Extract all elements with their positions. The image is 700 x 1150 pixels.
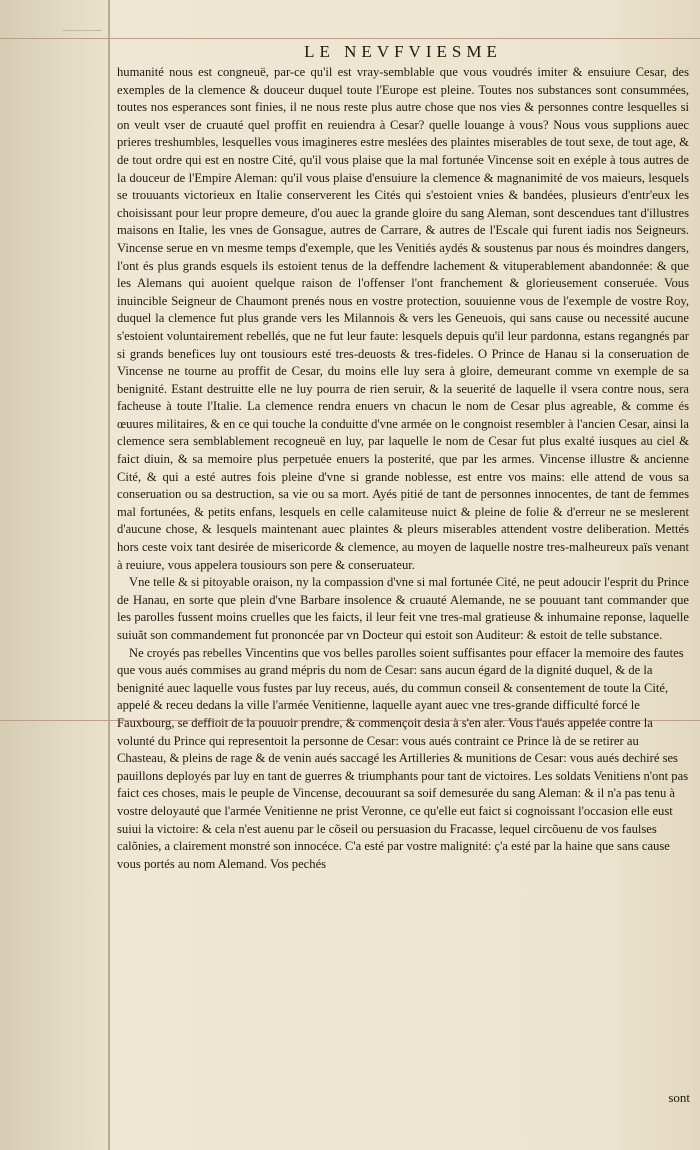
scan-rule-top: [0, 38, 700, 39]
binding-gutter: [0, 0, 110, 1150]
running-title: LE NEVFVIESME: [304, 42, 502, 61]
body-text: [117, 64, 689, 1084]
catchword: sont: [668, 1090, 690, 1105]
paragraph-oration-end: humanité nous est congneuë, par-ce qu'il est vray-semblable que vous voudrés imiter & ensuiure Cesar, des exemples de la clemence & douceur duquel toute l'Europe est pleine. Toutes nos substances sont consummées, toutes nos esperances sont finies, il ne nous reste plus autre chose que nos vies & personnes contre lesquelles si on veult vser de cruauté quel proffit en reuiendra à Cesar? quelle louange à vous? Nous vous supplions auec prieres treshumbles, lesquelles vous imagineres estre meslées des plaintes miserables de tout sexe, de tout age, & de tout ordre qui est en nostre Cité, qu'il vous plaise que la mal fortunée Vincense soit en exéple à tous autres de la douceur de l'Empire Aleman: qu'il vous plaise d'ensuiure la clemence & magnanimité de vos maieurs, lesquels se trouuants victorieux en Italie conserverent les Cités qui s'estoient vnies & bandées, plusieurs d'entr'eux les choisissant pour leur propre demeure, d'ou auec la grande gloire du sang Aleman, sont descendues tant d'illustres maisons en Italie, les vnes de Gonsague, autres de Carrare, & autres de l'Escale qui furent iadis nos Seigneurs. Vincense serue en vn mesme temps d'exemple, que les Venitiés aydés & soustenus par nous és moindres dangers, l'ont és plus grands esquels ils estoient tenus de la deffendre lachement & vituperablement abandonnée: & que les Alemans qui auoient quelque raison de l'offenser l'ont franchement & glorieusement conseruée. Vous inuincible Seigneur de Chaumont prenés nous en vostre protection, souuienne vous de l'exemple de vostre Roy, duquel la clemence fut plus grande vers les Milannois & vers les Geneuois, qui sans cause ou necessité aucune s'estoient voluntairement rebellés, que ne fut leur faute: lesquels depuis qu'il leur pardonna, estans regangnés par si grands benefices luy ont tousiours esté tres-deuosts & tres-fideles. O Prince de Hanau si la conseruation de Vincense ne tourne au proffit de Cesar, du moins elle luy sera à gloire, demeurant comme vn exemple de sa benignité. Estant destruitte elle ne luy pourra de rien seruir, & la seuerité de laquelle il vsera contre nous, sera facheuse à toute l'Italie. La clemence rendra enuers vn chacun le nom de Cesar plus agreable, & comme és œuures militaires, & en ce qui touche la conduitte d'vne armée on le congnoist resembler à l'ancien Cesar, ainsi la clemence sera semblablement recogneuë en luy, par laquelle le nom de Cesar fut plus exalté iusques au ciel & faict diuin, & sa memoire plus perpetuée enuers la posterité, que par les armes. Vincense illustre & ancienne Cité, & qui a esté autres fois pleine d'vne si grande noblesse, est entre vos mains: elle attend de vous sa conseruation ou sa destruction, sa vie ou sa mort. Ayés pitié de tant de personnes innocentes, de tant de femmes mal fortunées, & petits enfans, lesquels en celle calamiteuse nuict & pleine de folie & d'erreur ne se meslerent d'aucune chose, & lesquels maintenant auec plaintes & pleurs miserables attendent vostre deliberation. Mettés hors ceste voix tant desirée de misericorde & clemence, au moyen de laquelle nostre tres-malheureux païs venant à reuiure, vous appelera tousiours son pere & conseruateur.: [117, 65, 689, 572]
bleed-through-mark: [62, 30, 102, 43]
paragraph-reply-speech: Ne croyés pas rebelles Vincentins que vos belles parolles soient suffisantes pour effacer la memoire des fautes que vous aués commises au grand mépris du nom de Cesar: sans aucun égard de la dignité duquel, & de la benignité auec laquelle vous fustes par luy receus, aués, du commun conseil & consentement de toute la Cité, appelé & receu dedans la ville l'armée Venitienne, laquelle ayant auec vne tres-grande difficulté forcé le Fauxbourg, se deffioit de la pouuoir prendre, & commençoit desia à s'en aler. Vous l'aués appelée contre la volunté du Prince qui representoit la personne de Cesar: vous aués contraint ce Prince là de se retirer au Chasteau, & pleins de rage & de venin aués saccagé les Artilleries & munitions de Cesar: vous aués dechiré ses pauillons deployés par luy en tant de guerres & triumphants pour tant de victoires. Les soldats Venitiens n'ont pas faict ces choses, mais le peuple de Vincense, decouurant sa soif demesurée du sang Aleman: & il n'a pas tenu à vostre deloyauté que l'armée Venitienne ne prist Veronne, ce qu'elle eut faict si cognoissant l'occasion elle eust suiui la victoire: & cela n'est auenu par le cõseil ou persuasion du Fracasse, lequel circõuenu de vos faulses calõnies, a clairement monstré son innocéce. C'a esté par vostre malignité: ç'a esté par la haine que sans cause vous portés au nom Alemand. Vos pechés: [117, 645, 689, 871]
gutter-fold-line: [108, 0, 110, 1150]
paragraph-prince-response: Vne telle & si pitoyable oraison, ny la compassion d'vne si mal fortunée Cité, ne peut adoucir l'esprit du Prince de Hanau, en sorte que plein d'vne Barbare insolence & cruauté Alemande, ne se pouuant tant commander que les parolles fussent moins cruelles que les faicts, il leur feit vne tres-mal gratieuse & inhumaine reponse, laquelle suiuãt son commandement fut prononcée par vn Docteur qui estoit son Auditeur: & estoit de telle substance.: [117, 575, 689, 642]
